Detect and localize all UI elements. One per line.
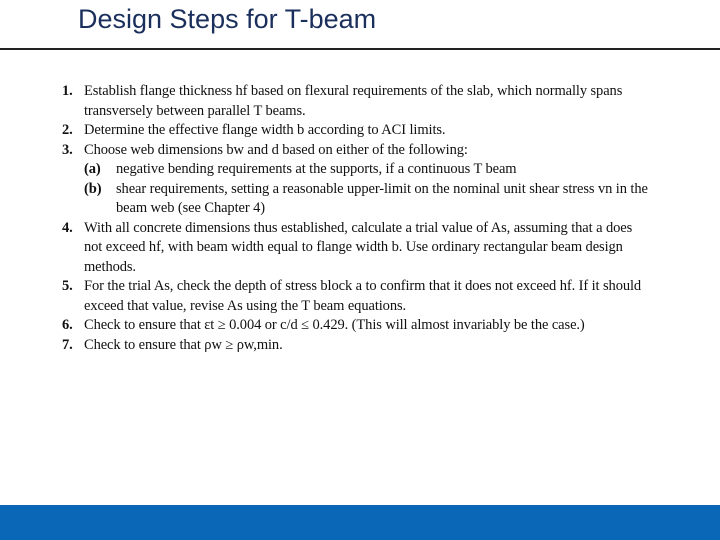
substep-text: shear requirements, setting a reasonable upper-limit on the nominal unit shear stress vn in the beam web (see Chapter 4) [116,180,648,216]
substep-item [84,160,652,180]
design-steps-list [62,82,652,355]
step-text: Establish flange thickness hf based on flexural requirements of the slab, which normally spans transversely between parallel T beams. [84,83,623,119]
substep-text: negative bending requirements at the supports, if a continuous T beam [116,161,517,177]
slide-title: Design Steps for T-beam [78,4,377,34]
step-item [62,336,652,356]
step-number: 6. [62,317,73,333]
step-number: 3. [62,141,73,158]
step-number: 4. [62,219,73,236]
step-item [62,141,652,219]
step-text: Determine the effective flange width b according to ACI limits. [84,122,446,138]
substep-item [84,180,652,219]
step-item [62,277,652,316]
step-item [62,219,652,278]
step-number: 2. [62,122,73,138]
step-number: 5. [62,278,73,294]
step-number: 1. [62,83,73,99]
title-divider [0,48,720,50]
footer-bar [0,505,720,540]
step-text: Check to ensure that ρw ≥ ρw,min. [84,336,283,353]
step-body [84,141,652,219]
step-text: For the trial As, check the depth of stress block a to confirm that it does not exceed hf. If it should exceed that value, revise As using the T beam equations. [84,278,642,314]
step-text: With all concrete dimensions thus established, calculate a trial value of As, assuming that a does not exceed hf, with beam width equal to flange width b. Use ordinary rectangular beam design methods. [84,219,633,275]
step-item [62,121,652,141]
substep-label: (b) [84,180,102,197]
step-item [62,82,652,121]
step-number: 7. [62,336,73,353]
step-text: Check to ensure that εt ≥ 0.004 or c/d ≤ 0.429. (This will almost invariably be the case.) [84,317,585,333]
step-text: Choose web dimensions bw and d based on either of the following: [84,141,468,158]
substep-label: (a) [84,161,101,177]
step-item [62,316,652,336]
